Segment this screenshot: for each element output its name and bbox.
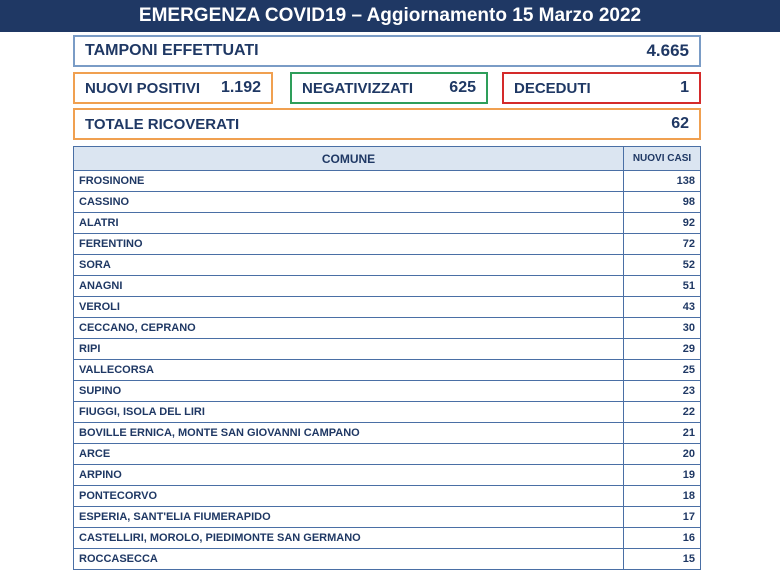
table-row bbox=[74, 360, 701, 381]
comune-cell: VALLECORSA bbox=[74, 360, 624, 381]
casi-cell: 29 bbox=[624, 339, 701, 360]
table-row bbox=[74, 171, 701, 192]
table-row bbox=[74, 255, 701, 276]
casi-cell: 25 bbox=[624, 360, 701, 381]
comune-cell: FERENTINO bbox=[74, 234, 624, 255]
cases-table bbox=[73, 146, 701, 570]
ricoverati-value: 62 bbox=[671, 115, 689, 132]
nuovi-positivi-box bbox=[73, 72, 273, 104]
table-row bbox=[74, 339, 701, 360]
casi-cell: 43 bbox=[624, 297, 701, 318]
casi-cell: 92 bbox=[624, 213, 701, 234]
table-row bbox=[74, 381, 701, 402]
table-row bbox=[74, 528, 701, 549]
comune-cell: PONTECORVO bbox=[74, 486, 624, 507]
casi-cell: 98 bbox=[624, 192, 701, 213]
positivi-value: 1.192 bbox=[220, 79, 261, 96]
comune-cell: FIUGGI, ISOLA DEL LIRI bbox=[74, 402, 624, 423]
table-row bbox=[74, 318, 701, 339]
tamponi-value: 4.665 bbox=[646, 41, 689, 60]
casi-cell: 16 bbox=[624, 528, 701, 549]
casi-cell: 18 bbox=[624, 486, 701, 507]
casi-cell: 72 bbox=[624, 234, 701, 255]
ricoverati-label: TOTALE RICOVERATI bbox=[85, 115, 240, 133]
deceduti-value: 1 bbox=[680, 79, 689, 96]
comune-cell: CECCANO, CEPRANO bbox=[74, 318, 624, 339]
table-row bbox=[74, 402, 701, 423]
comune-cell: CASTELLIRI, MOROLO, PIEDIMONTE SAN GERMANO bbox=[74, 528, 624, 549]
comune-cell: ROCCASECCA bbox=[74, 549, 624, 570]
column-header-nuovi-casi: NUOVI CASI bbox=[624, 147, 701, 171]
table-row bbox=[74, 234, 701, 255]
comune-cell: SUPINO bbox=[74, 381, 624, 402]
casi-cell: 138 bbox=[624, 171, 701, 192]
comune-cell: ARPINO bbox=[74, 465, 624, 486]
table-row bbox=[74, 465, 701, 486]
casi-cell: 30 bbox=[624, 318, 701, 339]
comune-cell: RIPI bbox=[74, 339, 624, 360]
comune-cell: ESPERIA, SANT'ELIA FIUMERAPIDO bbox=[74, 507, 624, 528]
casi-cell: 22 bbox=[624, 402, 701, 423]
casi-cell: 21 bbox=[624, 423, 701, 444]
casi-cell: 52 bbox=[624, 255, 701, 276]
table-row bbox=[74, 549, 701, 570]
casi-cell: 17 bbox=[624, 507, 701, 528]
casi-cell: 23 bbox=[624, 381, 701, 402]
casi-cell: 51 bbox=[624, 276, 701, 297]
deceduti-label: DECEDUTI bbox=[514, 79, 591, 97]
table-row bbox=[74, 507, 701, 528]
casi-cell: 19 bbox=[624, 465, 701, 486]
table-row bbox=[74, 297, 701, 318]
deceduti-box bbox=[502, 72, 701, 104]
tamponi-effettuati-box bbox=[73, 35, 701, 67]
table-row bbox=[74, 486, 701, 507]
comune-cell: ALATRI bbox=[74, 213, 624, 234]
casi-cell: 15 bbox=[624, 549, 701, 570]
page-title: EMERGENZA COVID19 – Aggiornamento 15 Marzo 2022 bbox=[0, 0, 780, 32]
comune-cell: FROSINONE bbox=[74, 171, 624, 192]
table-row bbox=[74, 276, 701, 297]
totale-ricoverati-box bbox=[73, 108, 701, 140]
negativizzati-box bbox=[290, 72, 488, 104]
comune-cell: CASSINO bbox=[74, 192, 624, 213]
positivi-label: NUOVI POSITIVI bbox=[85, 79, 201, 97]
column-header-comune: COMUNE bbox=[74, 147, 624, 171]
comune-cell: ARCE bbox=[74, 444, 624, 465]
tamponi-label: TAMPONI EFFETTUATI bbox=[85, 42, 259, 59]
negativizzati-value: 625 bbox=[449, 79, 476, 96]
table-header-row bbox=[74, 147, 701, 171]
table-row bbox=[74, 423, 701, 444]
table-row bbox=[74, 213, 701, 234]
comune-cell: ANAGNI bbox=[74, 276, 624, 297]
comune-cell: SORA bbox=[74, 255, 624, 276]
casi-cell: 20 bbox=[624, 444, 701, 465]
table-row bbox=[74, 444, 701, 465]
table-row bbox=[74, 192, 701, 213]
negativizzati-label: NEGATIVIZZATI bbox=[302, 79, 414, 97]
comune-cell: BOVILLE ERNICA, MONTE SAN GIOVANNI CAMPANO bbox=[74, 423, 624, 444]
comune-cell: VEROLI bbox=[74, 297, 624, 318]
